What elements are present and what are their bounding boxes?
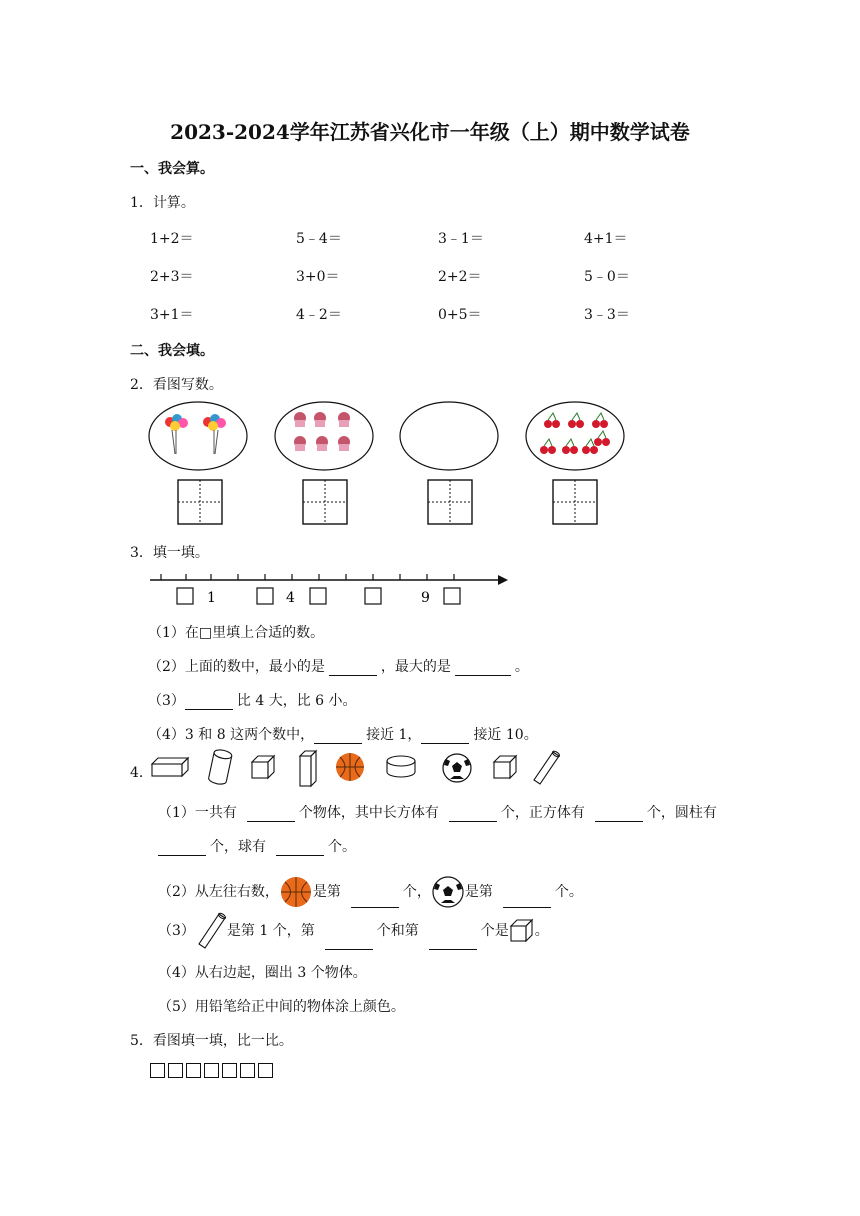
thin-cylinder-icon [195,912,227,950]
q4-text: 。 [534,923,549,939]
q3-part-1: （1）在□里填上合适的数。 [148,625,325,641]
q1-label: 1．计算。 [130,195,195,211]
calc-problem: 5﹣0＝ [584,269,630,285]
q4-text: 个和第 [376,923,419,939]
q5-square [168,1063,183,1078]
numberline-label: 1 [207,590,216,606]
answer-blank[interactable] [158,841,206,856]
q4-text: 个。 [554,884,583,900]
numberline-box-3[interactable] [310,588,326,604]
q3-part-4-text: 接近 10。 [473,727,538,743]
answer-blank[interactable] [185,695,233,710]
cube-icon [252,756,274,778]
answer-blank[interactable] [429,935,477,950]
answer-blank[interactable] [247,807,295,822]
answer-blank[interactable] [449,807,497,822]
q3-label: 3．填一填。 [130,545,209,561]
numberline-label: 4 [286,590,295,606]
answer-box-4[interactable] [553,480,597,524]
numberline-box-4[interactable] [365,588,381,604]
oval-cupcakes [275,402,373,470]
q4-text: 是第 1 个，第 [226,923,315,939]
q4-label: 4． [130,765,153,781]
q4-part-3 [158,912,549,950]
oval-balloons [149,402,247,470]
q3-part-2-text: ，最大的是 [380,659,451,675]
cuboid-icon [152,758,188,776]
answer-blank[interactable] [276,841,324,856]
q3-part-3-text: 比 4 大，比 6 小。 [236,693,357,709]
q5-square [240,1063,255,1078]
numberline-label: 9 [421,590,430,606]
answer-blank[interactable] [455,661,511,676]
answer-box-2[interactable] [303,480,347,524]
answer-blank[interactable] [329,661,377,676]
oval-empty [400,402,498,470]
balloons-icon [165,414,226,454]
q3-part-2 [148,656,529,676]
q3-part-4-text: 接近 1， [366,727,422,743]
answer-blank[interactable] [314,729,362,744]
cupcakes-icon [294,412,350,451]
answer-blank[interactable] [595,807,643,822]
q5-square [258,1063,273,1078]
q4-part-5: （5）用铅笔给正中间的物体涂上颜色。 [158,999,405,1015]
q3-part-4 [148,724,538,744]
tall-cuboid-icon [300,751,316,786]
answer-blank[interactable] [421,729,469,744]
q5-square [222,1063,237,1078]
answer-box-3[interactable] [428,480,472,524]
calc-problem: 0+5＝ [438,307,482,323]
oval-cherries [526,402,624,470]
q4-text: 个， [402,884,431,900]
q3-part-4-text: （4）3 和 8 这两个数中， [148,727,315,743]
page-title: 2023-2024学年江苏省兴化市一年级（上）期中数学试卷 [170,120,690,144]
q3-part-2-text: 。 [514,659,529,675]
q4-text: 个，球有 [210,839,266,855]
q4-text: （3） [158,923,195,939]
q3-part-3-text: （3） [148,693,185,709]
q4-text: 个，圆柱有 [646,805,717,821]
numberline-box-1[interactable] [177,588,193,604]
number-line [148,566,518,608]
q4-text: 是第 [464,884,493,900]
q3-part-2-text: （2）上面的数中，最小的是 [148,659,325,675]
q4-part-4: （4）从右边起，圈出 3 个物体。 [158,965,367,981]
answer-blank[interactable] [503,893,551,908]
calc-problem: 2+3＝ [150,269,194,285]
q4-text: 个，正方体有 [500,805,585,821]
section-2-heading: 二、我会填。 [130,343,214,359]
numberline-box-2[interactable] [257,588,273,604]
q2-picture [148,400,628,530]
soccer-ball-icon [443,754,471,782]
calc-problem: 2+2＝ [438,269,482,285]
q4-part-1-line-1 [158,802,717,822]
numberline-box-5[interactable] [444,588,460,604]
cylinder-icon [208,749,233,786]
q5-square [204,1063,219,1078]
q2-label: 2．看图写数。 [130,377,223,393]
cube-icon [494,756,516,778]
q3-part-3 [148,690,357,710]
calc-problem: 4+1＝ [584,231,628,247]
calc-problem: 3﹣1＝ [438,231,484,247]
cube-icon [509,918,535,944]
q4-text: 个。 [328,839,356,855]
basketball-icon [279,876,313,908]
q5-square [186,1063,201,1078]
calc-problem: 1+2＝ [150,231,194,247]
q4-part-1-line-2 [158,836,356,856]
answer-blank[interactable] [351,893,399,908]
q5-square-row [150,1060,276,1079]
calc-problem: 4﹣2＝ [296,307,342,323]
q5-square [150,1063,165,1078]
answer-blank[interactable] [325,935,373,950]
answer-box-1[interactable] [178,480,222,524]
short-cylinder-icon [387,756,415,777]
thin-cylinder-icon [534,750,560,784]
q4-text: （1）一共有 [158,805,237,821]
section-1-heading: 一、我会算。 [130,161,214,177]
cherries-icon [540,413,610,454]
q4-text: （2）从左往右数， [158,884,279,900]
q4-text: 个物体，其中长方体有 [298,805,439,821]
calc-problem: 3﹣3＝ [584,307,630,323]
calc-problem: 3+1＝ [150,307,194,323]
q4-text: 是第 [312,884,341,900]
soccer-ball-icon [431,876,465,908]
calc-problem: 3+0＝ [296,269,340,285]
basketball-icon [336,753,364,781]
calc-problem: 5﹣4＝ [296,231,342,247]
q4-part-2 [158,876,583,908]
q5-label: 5．看图填一填，比一比。 [130,1033,293,1049]
q4-text: 个是 [480,923,509,939]
q4-objects [150,748,570,790]
